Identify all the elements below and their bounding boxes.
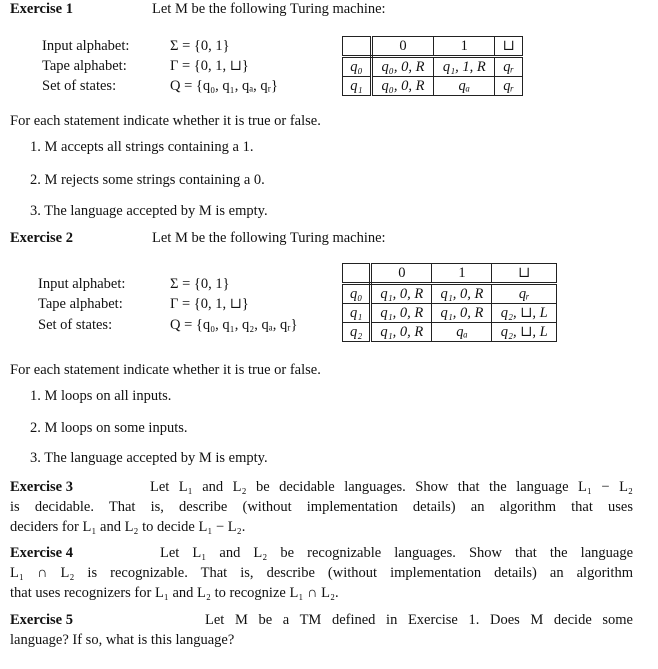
def-value: Γ = {0, 1, ⊔} [170,58,249,74]
exercise-4-text: L₁ ∩ L₂ is recognizable. That is, describe (without implementation details) an algorithm [10,565,633,581]
def-label: Set of states: [38,317,113,333]
header-cell: ⊔ [492,264,557,284]
cell: qᵣ [495,57,523,77]
def-label: Input alphabet: [38,276,126,292]
def-value: Γ = {0, 1, ⊔} [170,296,249,312]
cell: q₁, 0, R [432,304,492,323]
def-label: Tape alphabet: [38,296,123,312]
cell: qᵣ [495,77,523,96]
state-cell: q₂ [343,323,371,342]
cell: qₐ [434,77,495,96]
exercise-1-intro: Let M be the following Turing machine: [152,1,386,17]
exercise-1-prompt: For each statement indicate whether it is true or false. [10,113,321,129]
statement: 1. M loops on all inputs. [30,388,172,404]
exercise-2-intro: Let M be the following Turing machine: [152,230,386,246]
def-label: Input alphabet: [42,38,130,54]
exercise-2-prompt: For each statement indicate whether it is true or false. [10,362,321,378]
header-cell: 1 [432,264,492,284]
header-cell [343,37,372,57]
exercise-5-title: Exercise 5 [10,612,73,628]
cell: q₂, ⊔, L [492,304,557,323]
def-value: Σ = {0, 1} [170,276,230,292]
header-cell: 0 [371,37,433,57]
statement: 3. The language accepted by M is empty. [30,450,268,466]
transition-table-2 [342,263,557,342]
cell: q₀, 0, R [371,57,433,77]
cell: q₁, 1, R [434,57,495,77]
statement: 1. M accepts all strings containing a 1. [30,139,254,155]
state-cell: q₀ [343,284,371,304]
exercise-2-title: Exercise 2 [10,230,73,246]
exercise-1-title: Exercise 1 [10,1,73,17]
exercise-4-text: Let L₁ and L₂ be recognizable languages. Show that the language [160,545,633,561]
header-cell: ⊔ [495,37,523,57]
exercise-4-title: Exercise 4 [10,545,73,561]
exercise-5-text: Let M be a TM defined in Exercise 1. Does M decide some [205,612,633,628]
def-label: Set of states: [42,78,117,94]
state-cell: q₁ [343,304,371,323]
transition-table-1 [342,36,523,96]
exercise-3-text: is decidable. That is, describe (without implementation details) an algorithm that uses [10,499,633,515]
statement: 3. The language accepted by M is empty. [30,203,268,219]
def-label: Tape alphabet: [42,58,127,74]
exercise-4-text: that uses recognizers for L₁ and L₂ to recognize L₁ ∩ L₂. [10,585,339,601]
exercise-3-text: deciders for L₁ and L₂ to decide L₁ − L₂. [10,519,246,535]
def-value: Σ = {0, 1} [170,38,230,54]
statement: 2. M loops on some inputs. [30,420,188,436]
cell: q₁, 0, R [371,304,432,323]
cell: q₁, 0, R [432,284,492,304]
cell: q₁, 0, R [371,284,432,304]
cell: q₁, 0, R [371,323,432,342]
cell: q₀, 0, R [371,77,433,96]
def-value: Q = {q₀, q₁, qₐ, qᵣ} [170,78,278,94]
statement: 2. M rejects some strings containing a 0. [30,172,265,188]
state-cell: q₁ [343,77,372,96]
exercise-3-title: Exercise 3 [10,479,73,495]
exercise-3-text: Let L₁ and L₂ be decidable languages. Show that the language L₁ − L₂ [150,479,633,495]
header-cell: 1 [434,37,495,57]
cell: q₂, ⊔, L [492,323,557,342]
def-value: Q = {q₀, q₁, q₂, qₐ, qᵣ} [170,317,298,333]
header-cell: 0 [371,264,432,284]
state-cell: q₀ [343,57,372,77]
header-cell [343,264,371,284]
cell: qᵣ [492,284,557,304]
cell: qₐ [432,323,492,342]
exercise-5-text: language? If so, what is this language? [10,632,235,648]
